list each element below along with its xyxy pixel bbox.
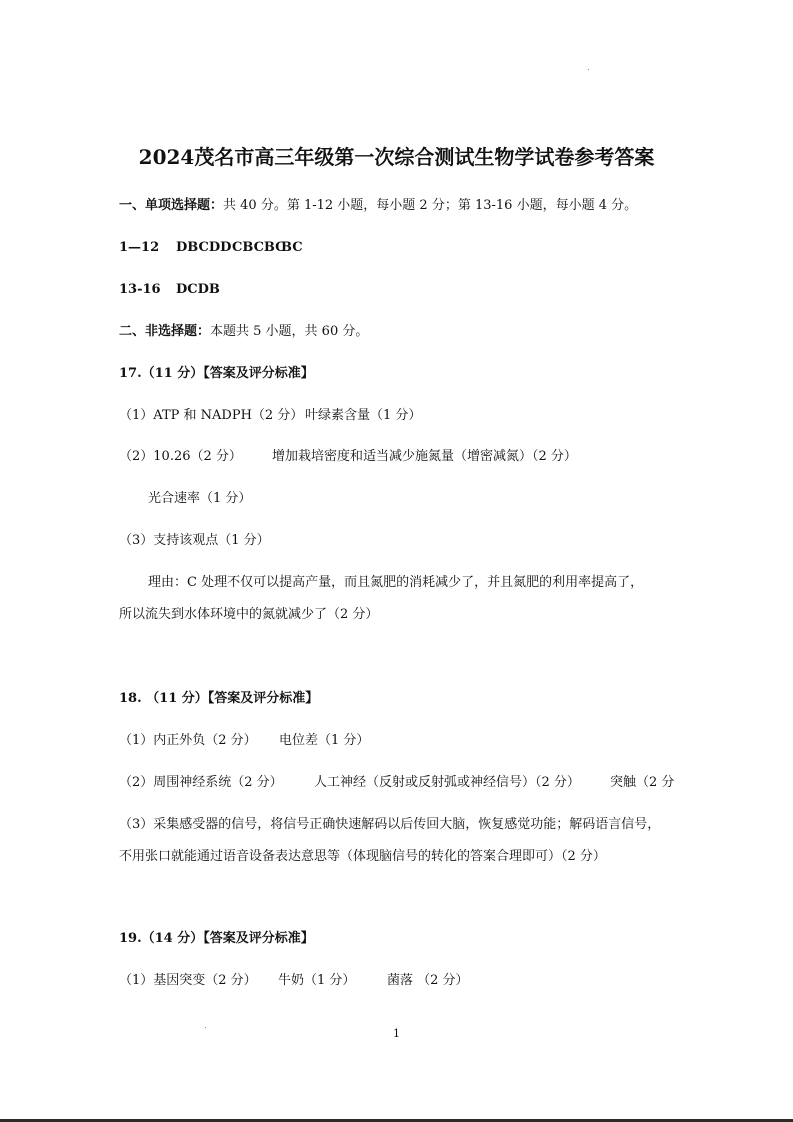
scan-speck bbox=[588, 69, 589, 70]
answer-row-13-16-group-a: DCDB bbox=[176, 282, 220, 297]
section2-desc: 本题共 5 小题，共 60 分。 bbox=[210, 324, 369, 339]
q17-part3-reason-line1: 理由：C 处理不仅可以提高产量，而且氮肥的消耗减少了，并且氮肥的利用率提高了， bbox=[148, 575, 644, 590]
answer-row-1-12-group-c: BC bbox=[281, 240, 303, 255]
q18-part3-line2: 不用张口就能通过语音设备表达意思等（体现脑信号的转化的答案合理即可）（2 分） bbox=[119, 849, 606, 864]
q18-part2-answer-c: 突触（2 分 bbox=[610, 775, 675, 790]
q18-header: 18. （11 分）【答案及评分标准】 bbox=[119, 691, 319, 706]
q18-part2-answer-a: （2）周围神经系统（2 分） bbox=[119, 775, 283, 790]
q17-part3-answer-a: （3）支持该观点（1 分） bbox=[119, 533, 270, 548]
page-number: 1 bbox=[393, 1027, 400, 1040]
q18-part3-line1: （3）采集感受器的信号，将信号正确快速解码以后传回大脑，恢复感觉功能；解码语言信号， bbox=[119, 817, 661, 832]
q17-header: 17.（11 分）【答案及评分标准】 bbox=[119, 366, 314, 381]
page-title: 2024茂名市高三年级第一次综合测试生物学试卷参考答案 bbox=[138, 145, 655, 169]
section2-heading: 二、非选择题： bbox=[119, 324, 211, 339]
q17-part2-answer-b: 增加栽培密度和适当减少施氮量（增密减氮）（2 分） bbox=[272, 449, 577, 464]
q19-part1-answer-b: 牛奶（1 分） bbox=[278, 973, 356, 988]
section1-heading: 一、单项选择题： bbox=[119, 198, 224, 213]
q19-header: 19.（14 分）【答案及评分标准】 bbox=[119, 931, 314, 946]
q17-part3-reason-line2: 所以流失到水体环境中的氮就减少了（2 分） bbox=[119, 607, 379, 622]
answer-row-1-12-group-b: CBCBC bbox=[232, 240, 286, 255]
q19-part1-answer-a: （1）基因突变（2 分） bbox=[119, 973, 257, 988]
answer-row-13-16-label: 13-16 bbox=[119, 282, 161, 297]
q17-part2-answer-c: 光合速率（1 分） bbox=[148, 491, 252, 506]
q18-part1-answer-b: 电位差（1 分） bbox=[279, 733, 370, 748]
answer-row-1-12-group-a: DBCDD bbox=[176, 240, 232, 255]
q17-part1-answer-b: 叶绿素含量（1 分） bbox=[305, 408, 422, 423]
q17-part1-answer-a: （1）ATP 和 NADPH（2 分） bbox=[119, 408, 304, 423]
q17-part2-answer-a: （2）10.26（2 分） bbox=[119, 449, 242, 464]
q19-part1-answer-c: 菌落 （2 分） bbox=[387, 973, 469, 988]
q18-part2-answer-b: 人工神经（反射或反射弧或神经信号）（2 分） bbox=[314, 775, 580, 790]
q18-part1-answer-a: （1）内正外负（2 分） bbox=[119, 733, 257, 748]
section1-line bbox=[119, 198, 637, 214]
section1-desc: 共 40 分。第 1-12 小题，每小题 2 分；第 13-16 小题，每小题 4 分。 bbox=[223, 198, 638, 213]
section2-line bbox=[119, 324, 368, 340]
answer-row-1-12-label: 1—12 bbox=[119, 240, 160, 255]
